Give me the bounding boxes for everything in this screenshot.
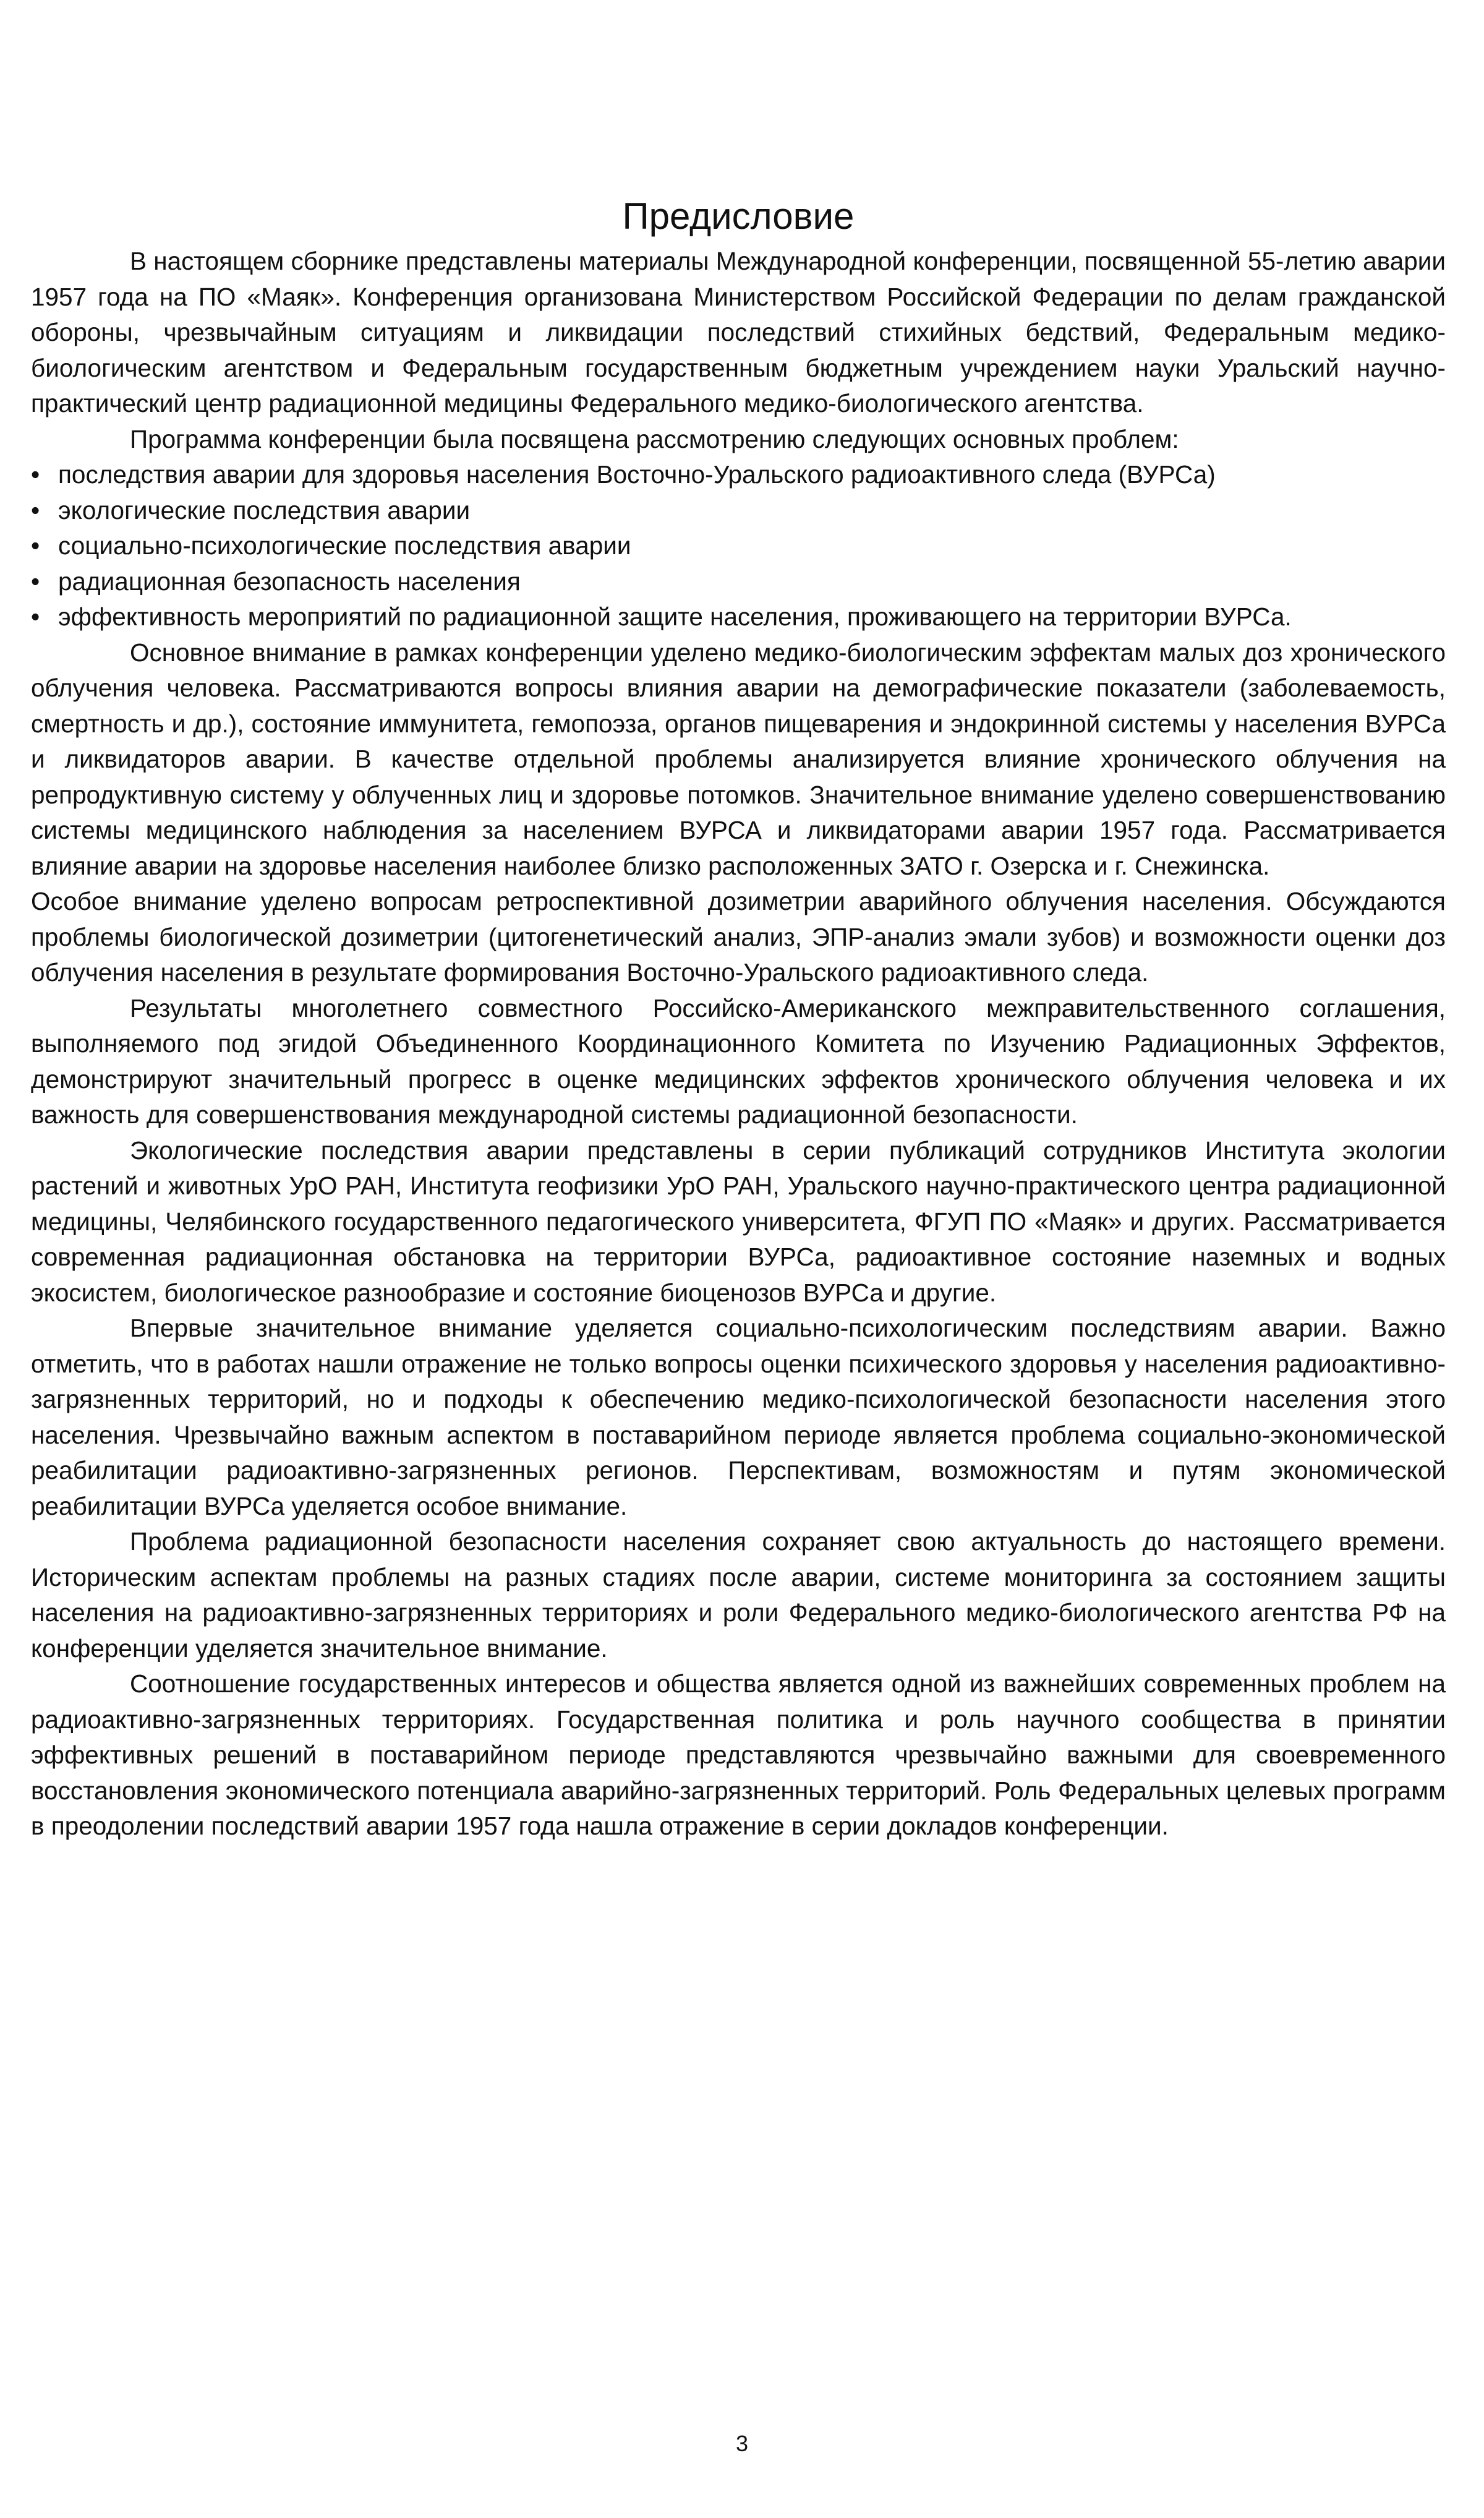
body-text [31,244,1446,1844]
dosimetry-paragraph: Особое внимание уделено вопросам ретроспективной дозиметрии аварийного облучения населения. Обсуждаются проблемы биологической дозиметрии (цитогенетический анализ, ЭПР-анализ эмали зубов) и возможности оценки доз облучения населения в результате формирования Восточно-Уральского радиоактивного следа. [31,887,1446,987]
medical-effects-paragraph: Основное внимание в рамках конференции уделено медико-биологическим эффектам малых доз хронического облучения человека. Рассматриваются вопросы влияния аварии на демографические показатели (заболеваемость, смертность и др.), состояние иммунитета, гемопоэза, органов пищеварения и эндокринной системы у населения ВУРСа и ликвидаторов аварии. В качестве отдельной проблемы анализируется влияние хронического облучения на репродуктивную систему у облученных лиц и здоровье потомков. Значительное внимание уделено совершенствованию системы медицинского наблюдения за населением ВУРСА и ликвидаторами аварии 1957 года. Рассматривается влияние аварии на здоровье населения наиболее близко расположенных ЗАТО г. Озерска и г. Снежинска. [31,638,1446,880]
list-item-text: радиационная безопасность населения [58,567,521,596]
list-item-text: последствия аварии для здоровья населения Восточно-Уральского радиоактивного следа (ВУРСа) [58,460,1216,489]
ecology-paragraph: Экологические последствия аварии представлены в серии публикаций сотрудников Института экологии растений и животных УрО РАН, Института геофизики УрО РАН, Уральского научно-практического центра радиационной медицины, Челябинского государственного педагогического университета, ФГУП ПО «Маяк» и других. Рассматривается современная радиационная обстановка на территории ВУРСа, радиоактивное состояние наземных и водных экосистем, биологическое разнообразие и состояние биоценозов ВУРСа и другие. [31,1136,1446,1307]
bullet-icon: • [31,567,40,596]
list-item [31,599,1446,635]
list-item-text: социально-психологические последствия аварии [58,531,631,560]
intro-paragraph: В настоящем сборнике представлены материалы Международной конференции, посвященной 55-летию аварии 1957 года на ПО «Маяк». Конференция организована Министерством Российской Федерации по делам гражданской обороны, чрезвычайным ситуациям и ликвидации последствий стихийных бедствий, Федеральным медико-биологическим агентством и Федеральным государственным бюджетным учреждением науки Уральский научно-практический центр радиационной медицины Федерального медико-биологического агентства. [31,247,1446,418]
radiation-safety-paragraph: Проблема радиационной безопасности населения сохраняет свою актуальность до настоящего времени. Историческим аспектам проблемы на разных стадиях после аварии, системе мониторинга за состоянием защиты населения на радиоактивно-загрязненных территориях и роли Федерального медико-биологического агентства РФ на конференции уделяется значительное внимание. [31,1527,1446,1663]
bullet-icon: • [31,495,40,525]
list-item-text: эффективность мероприятий по радиационной защите населения, проживающего на территории ВУРСа. [58,602,1292,631]
list-item [31,457,1446,493]
program-intro-paragraph: Программа конференции была посвящена рассмотрению следующих основных проблем: [130,424,1179,453]
cooperation-paragraph: Результаты многолетнего совместного Российско-Американского межправительственного соглашения, выполняемого под эгидой Объединенного Координационного Комитета по Изучению Радиационных Эффектов, демонстрируют значительный прогресс в оценке медицинских эффектов хронического облучения человека и их важность для совершенствования международной системы радиационной безопасности. [31,993,1446,1129]
bullet-icon: • [31,602,40,631]
problem-list [31,457,1446,635]
list-item [31,528,1446,564]
list-item-text: экологические последствия аварии [58,495,471,525]
list-item [31,493,1446,529]
page-title: Предисловие [622,195,855,237]
list-item [31,564,1446,600]
page-number: 3 [735,2431,749,2456]
state-policy-paragraph: Соотношение государственных интересов и общества является одной из важнейших современных проблем на радиоактивно-загрязненных территориях. Государственная политика и роль научного сообщества в принятии эффективных решений в поставарийном периоде представляются чрезвычайно важными для своевременного восстановления экономического потенциала аварийно-загрязненных территорий. Роль Федеральных целевых программ в преодолении последствий аварии 1957 года нашла отражение в серии докладов конференции. [31,1669,1446,1840]
document-page [0,193,1484,2518]
social-psychology-paragraph: Впервые значительное внимание уделяется социально-психологическим последствиям аварии. Важно отметить, что в работах нашли отражение не только вопросы оценки психического здоровья у населения радиоактивно-загрязненных территорий, но и подходы к обеспечению медико-психологической безопасности населения этого населения. Чрезвычайно важным аспектом в поставарийном периоде является проблема социально-экономической реабилитации радиоактивно-загрязненных регионов. Перспективам, возможностям и путям экономической реабилитации ВУРСа уделяется особое внимание. [31,1314,1446,1520]
bullet-icon: • [31,460,40,489]
bullet-icon: • [31,531,40,560]
